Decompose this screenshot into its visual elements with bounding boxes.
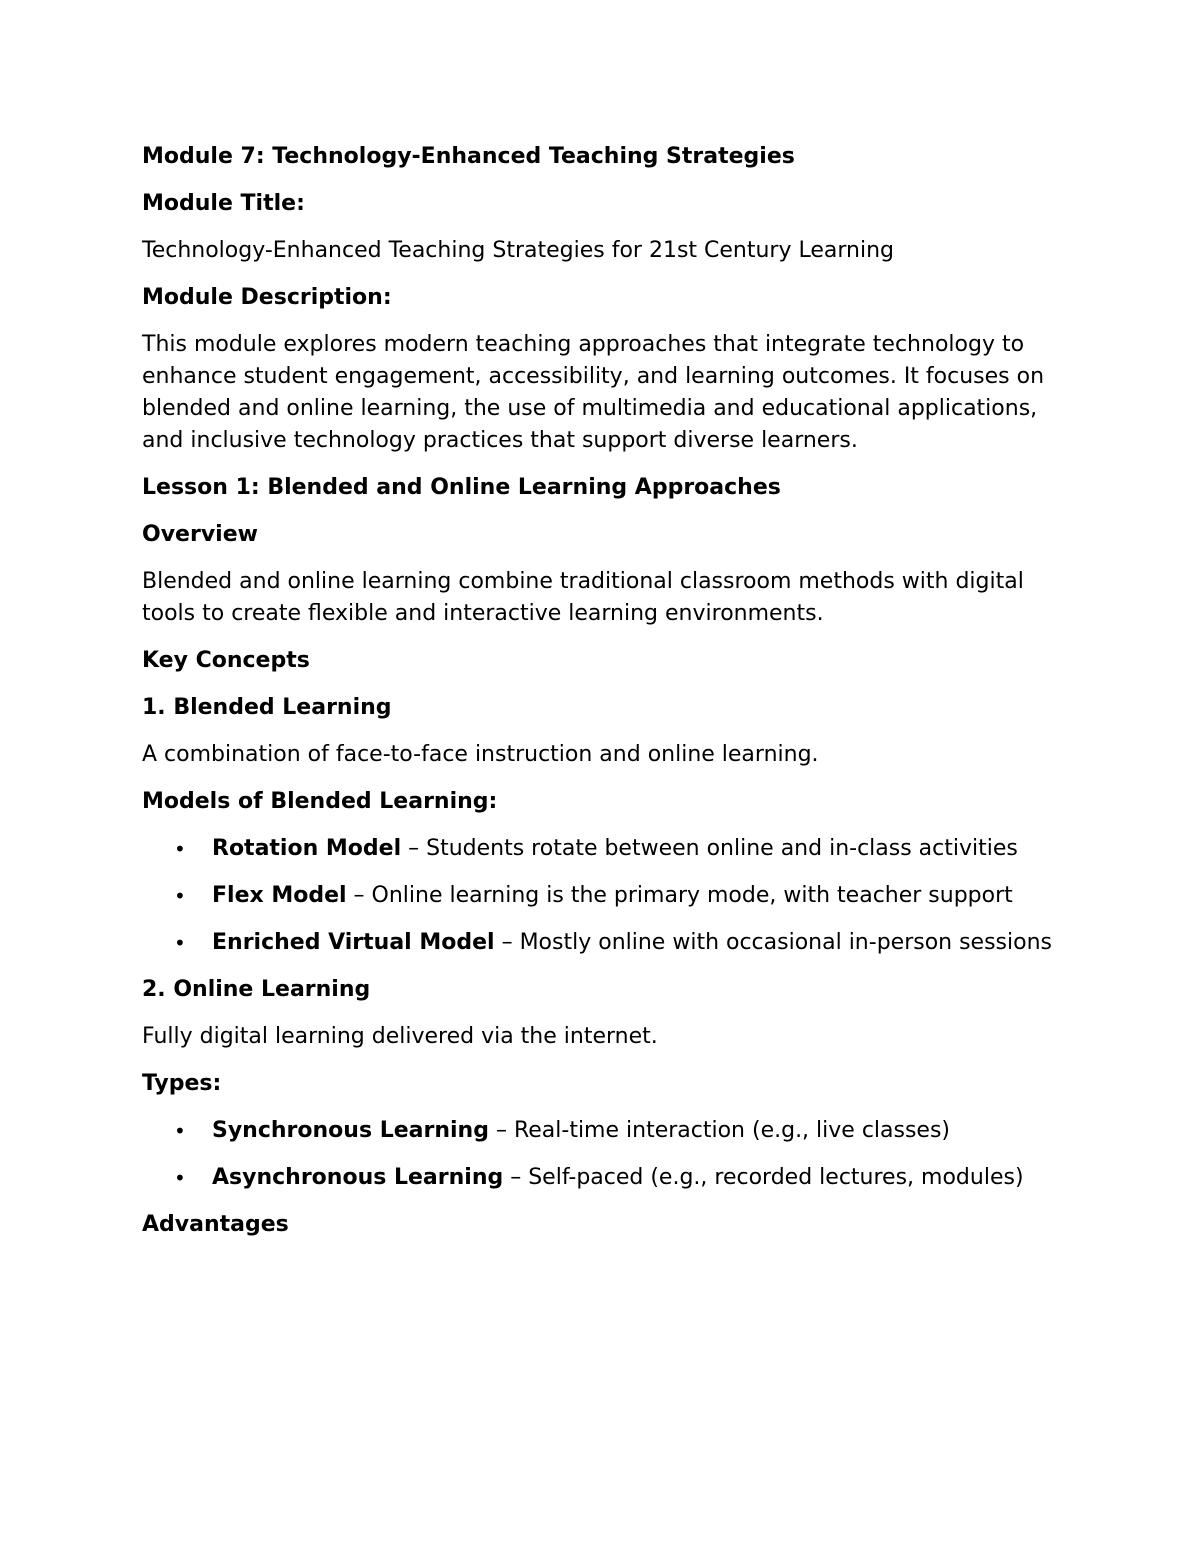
module-description-text: This module explores modern teaching approaches that integrate technology to enhance student engagement, accessibility, and learning outcomes. It focuses on blended and online learning, the use of multimedia and educational applications, and inclusive technology practices that support diverse learners. bbox=[142, 332, 1045, 453]
list-item bbox=[142, 833, 1072, 865]
list-item-term: Rotation Model bbox=[212, 836, 402, 861]
list-item-description: – Online learning is the primary mode, with teacher support bbox=[346, 883, 1013, 908]
blended-learning-text: A combination of face-to-face instruction and online learning. bbox=[142, 742, 819, 767]
lesson-1-heading: Lesson 1: Blended and Online Learning Approaches bbox=[142, 475, 781, 500]
list-item-term: Synchronous Learning bbox=[212, 1118, 489, 1143]
bullet-icon: • bbox=[174, 837, 186, 861]
overview-heading: Overview bbox=[142, 522, 258, 547]
list-item-term: Flex Model bbox=[212, 883, 347, 908]
list-item bbox=[142, 1162, 1072, 1194]
list-item-description: – Self-paced (e.g., recorded lectures, modules) bbox=[503, 1165, 1024, 1190]
list-item bbox=[142, 1115, 1072, 1147]
module-description-label: Module Description: bbox=[142, 285, 392, 310]
module-title-label: Module Title: bbox=[142, 191, 305, 216]
list-item-term: Enriched Virtual Model bbox=[212, 930, 495, 955]
document-body bbox=[142, 141, 1072, 1256]
module-title-text: Technology-Enhanced Teaching Strategies for 21st Century Learning bbox=[142, 238, 894, 263]
advantages-heading: Advantages bbox=[142, 1212, 289, 1237]
types-label: Types: bbox=[142, 1071, 222, 1096]
module-heading: Module 7: Technology-Enhanced Teaching Strategies bbox=[142, 144, 795, 169]
blended-learning-heading: 1. Blended Learning bbox=[142, 695, 392, 720]
types-list bbox=[142, 1115, 1072, 1194]
online-learning-text: Fully digital learning delivered via the internet. bbox=[142, 1024, 658, 1049]
list-item-term: Asynchronous Learning bbox=[212, 1165, 504, 1190]
blended-models-label: Models of Blended Learning: bbox=[142, 789, 498, 814]
bullet-icon: • bbox=[174, 1119, 186, 1143]
list-item bbox=[142, 927, 1072, 959]
overview-text: Blended and online learning combine traditional classroom methods with digital tools to create flexible and interactive learning environments. bbox=[142, 569, 1024, 626]
bullet-icon: • bbox=[174, 884, 186, 908]
list-item-description: – Mostly online with occasional in-person sessions bbox=[494, 930, 1052, 955]
key-concepts-heading: Key Concepts bbox=[142, 648, 310, 673]
bullet-icon: • bbox=[174, 1166, 186, 1190]
list-item-description: – Real-time interaction (e.g., live classes) bbox=[488, 1118, 951, 1143]
online-learning-heading: 2. Online Learning bbox=[142, 977, 371, 1002]
list-item bbox=[142, 880, 1072, 912]
bullet-icon: • bbox=[174, 931, 186, 955]
blended-models-list bbox=[142, 833, 1072, 959]
list-item-description: – Students rotate between online and in-class activities bbox=[401, 836, 1018, 861]
